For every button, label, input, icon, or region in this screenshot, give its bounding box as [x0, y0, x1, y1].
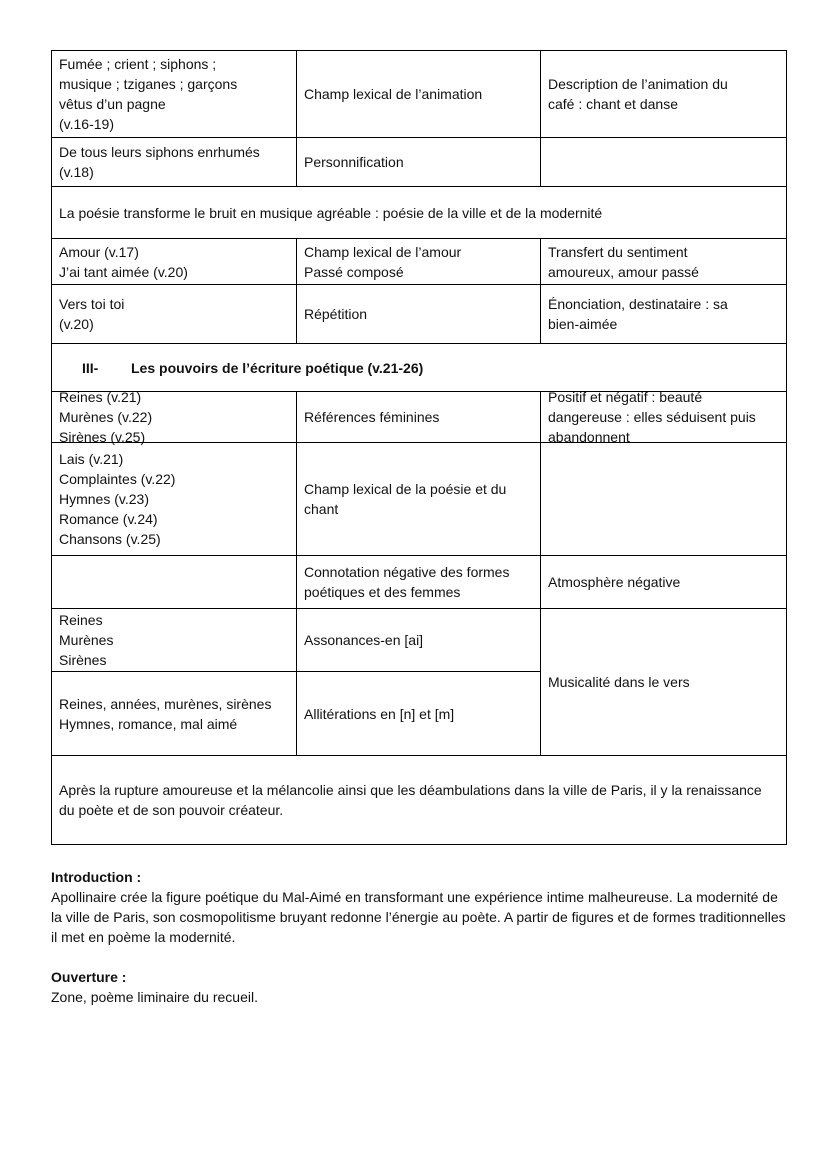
section-heading: [51, 343, 787, 392]
afterword: [51, 867, 786, 1007]
cell-line: abandonnent: [548, 429, 630, 445]
cell-line: Passé composé: [304, 263, 404, 280]
cell-line: Murènes: [59, 632, 114, 648]
cell-line: Reines: [59, 612, 103, 628]
cell-line: Énonciation, destinataire : sa: [548, 296, 728, 312]
table-cell-col3: [540, 555, 787, 609]
cell-line: Fumée ; crient ; siphons ;: [59, 56, 217, 72]
table-cell-col3: [540, 284, 787, 344]
table-cell-col1: [51, 137, 297, 187]
table-cell-col2: [296, 284, 541, 344]
cell-line: Atmosphère négative: [548, 574, 681, 590]
spacer: [51, 947, 786, 967]
table-cell-col2: [296, 671, 541, 756]
table-cell-col1: [51, 284, 297, 344]
table-cell-col1: [51, 608, 297, 672]
cell-line: amoureux, amour passé: [548, 263, 699, 280]
cell-line: Connotation négative des formes: [304, 564, 510, 580]
cell-line: Vers toi toi: [59, 296, 125, 312]
cell-line: (v.20): [59, 316, 94, 332]
section-heading-line: [82, 358, 779, 378]
cell-line: Lais (v.21): [59, 451, 124, 467]
cell-line: Musicalité dans le vers: [548, 674, 690, 690]
table-cell-col1: [51, 555, 297, 609]
table-cell-col1: [51, 50, 297, 138]
ouverture-heading: Ouverture :: [51, 969, 127, 985]
cell-line: Personnification: [304, 154, 404, 170]
table-cell-col3: [540, 238, 787, 285]
cell-line: Champ lexical de l’amour: [304, 243, 462, 260]
table-cell-col2: [296, 391, 541, 443]
table-cell-col3: [540, 137, 787, 187]
cell-line: J’ai tant aimée (v.20): [59, 263, 188, 280]
cell-line: Romance (v.24): [59, 511, 158, 527]
merged-row: [51, 755, 787, 845]
cell-line: Répétition: [304, 306, 368, 322]
table-cell-col1: [51, 391, 297, 443]
table-cell-col2: [296, 555, 541, 609]
cell-line: café : chant et danse: [548, 96, 678, 112]
cell-line: Complaintes (v.22): [59, 471, 176, 487]
cell-line: Reines (v.21): [59, 389, 142, 405]
table-cell-col3: [540, 442, 787, 556]
cell-line: Description de l’animation du: [548, 76, 728, 92]
table-cell-col1: [51, 442, 297, 556]
cell-line: De tous leurs siphons enrhumés: [59, 144, 260, 160]
introduction-heading: Introduction :: [51, 869, 142, 885]
table-cell-col2: [296, 238, 541, 285]
table-cell-col2: [296, 137, 541, 187]
cell-line: musique ; tziganes ; garçons: [59, 76, 238, 92]
cell-line: Allitérations en [n] et [m]: [304, 705, 455, 722]
table-cell-shared-col3: [540, 608, 787, 756]
cell-line: Chansons (v.25): [59, 531, 161, 547]
merged-row-text: Après la rupture amoureuse et la mélancolie ainsi que les déambulations dans la ville de Paris, il y la renaissance du poète et de son pouvoir créateur.: [59, 782, 762, 818]
cell-line: Champ lexical de la poésie et du: [304, 481, 507, 497]
section-title: Les pouvoirs de l’écriture poétique (v.21-26): [131, 359, 424, 376]
table-cell-col2: [296, 442, 541, 556]
table-cell-col3: [540, 391, 787, 443]
table-cell-col1: [51, 671, 297, 756]
cell-line: Positif et négatif : beauté: [548, 389, 703, 405]
ouverture-text: Zone, poème liminaire du recueil.: [51, 989, 258, 1005]
table-cell-col2: [296, 50, 541, 138]
cell-line: chant: [304, 501, 339, 517]
cell-line: Murènes (v.22): [59, 409, 153, 425]
cell-line: poétiques et des femmes: [304, 584, 461, 600]
section-number: III-: [82, 359, 99, 376]
cell-line: Transfert du sentiment: [548, 243, 688, 260]
cell-line: Champ lexical de l’animation: [304, 86, 483, 102]
table-cell-col1: [51, 238, 297, 285]
cell-line: Assonances-en [ai]: [304, 632, 424, 648]
introduction-text: Apollinaire crée la figure poétique du Mal-Aimé en transformant une expérience intime malheureuse. La modernité de la ville de Paris, son cosmopolitisme bruyant redonne l’énergie au poète. A partir de figures et de formes traditionnelles il met en poème la modernité.: [51, 889, 786, 945]
merged-row-text: La poésie transforme le bruit en musique agréable : poésie de la ville et de la modernité: [59, 204, 603, 221]
cell-line: bien-aimée: [548, 316, 618, 332]
table-cell-col3: [540, 50, 787, 138]
cell-line: Sirènes: [59, 652, 107, 668]
merged-row: [51, 186, 787, 239]
table-cell-col2: [296, 608, 541, 672]
cell-line: dangereuse : elles séduisent puis: [548, 409, 756, 425]
cell-line: Références féminines: [304, 409, 440, 425]
cell-line: Sirènes (v.25): [59, 429, 146, 445]
cell-line: Hymnes, romance, mal aimé: [59, 715, 238, 732]
cell-line: Hymnes (v.23): [59, 491, 149, 507]
cell-line: Reines, années, murènes, sirènes: [59, 695, 272, 712]
cell-line: vêtus d’un pagne: [59, 96, 166, 112]
cell-line: Amour (v.17): [59, 243, 139, 260]
analysis-table: [51, 50, 786, 844]
cell-line: (v.18): [59, 164, 94, 180]
cell-line: (v.16-19): [59, 116, 114, 132]
